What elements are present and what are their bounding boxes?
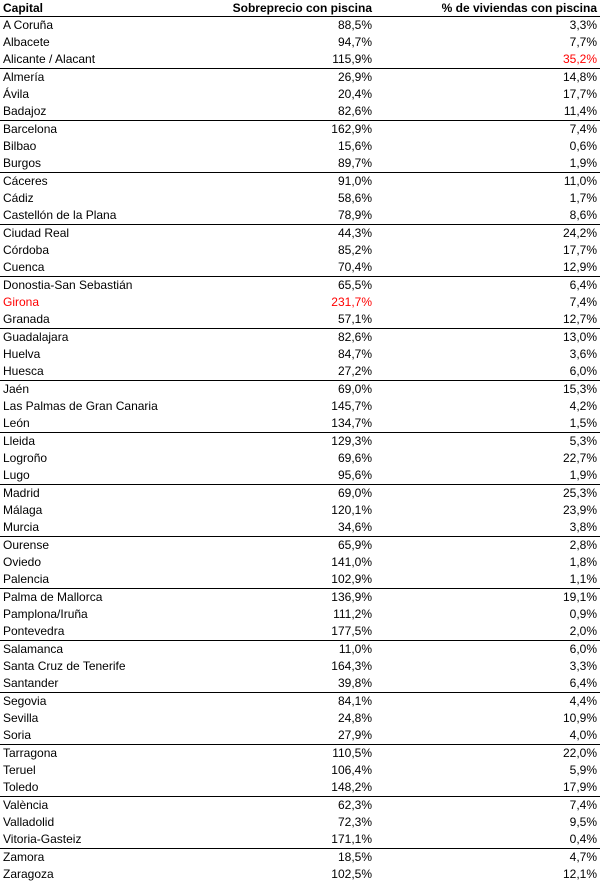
table-row <box>0 294 600 311</box>
cell-capital: Palma de Mallorca <box>0 589 205 607</box>
table-row <box>0 467 600 485</box>
cell-viviendas: 0,9% <box>375 606 600 623</box>
table-row <box>0 242 600 259</box>
cell-sobreprecio: 78,9% <box>205 207 375 225</box>
cell-sobreprecio: 171,1% <box>205 831 375 849</box>
table-row <box>0 589 600 607</box>
cell-capital: Teruel <box>0 762 205 779</box>
cell-capital: Palencia <box>0 571 205 589</box>
table-row <box>0 138 600 155</box>
cell-sobreprecio: 102,9% <box>205 571 375 589</box>
cell-sobreprecio: 110,5% <box>205 745 375 763</box>
cell-sobreprecio: 27,2% <box>205 363 375 381</box>
cell-capital: Cádiz <box>0 190 205 207</box>
cell-viviendas: 5,9% <box>375 762 600 779</box>
cell-capital: Girona <box>0 294 205 311</box>
cell-capital: Salamanca <box>0 641 205 659</box>
cell-viviendas: 1,8% <box>375 554 600 571</box>
cell-capital: Málaga <box>0 502 205 519</box>
cell-sobreprecio: 58,6% <box>205 190 375 207</box>
table-row <box>0 259 600 277</box>
table-row <box>0 849 600 867</box>
table-row <box>0 797 600 815</box>
table-row <box>0 641 600 659</box>
cell-capital: Badajoz <box>0 103 205 121</box>
cell-sobreprecio: 82,6% <box>205 329 375 347</box>
cell-sobreprecio: 84,1% <box>205 693 375 711</box>
cell-viviendas: 4,7% <box>375 849 600 867</box>
table-row <box>0 623 600 641</box>
table-row <box>0 363 600 381</box>
cell-viviendas: 6,0% <box>375 363 600 381</box>
table-row <box>0 381 600 399</box>
table-row <box>0 173 600 191</box>
cell-sobreprecio: 141,0% <box>205 554 375 571</box>
cell-sobreprecio: 106,4% <box>205 762 375 779</box>
cell-sobreprecio: 44,3% <box>205 225 375 243</box>
table-row <box>0 779 600 797</box>
cell-capital: Logroño <box>0 450 205 467</box>
cell-capital: Zamora <box>0 849 205 867</box>
cell-capital: Sevilla <box>0 710 205 727</box>
table-row <box>0 727 600 745</box>
cell-viviendas: 3,3% <box>375 658 600 675</box>
header-sobreprecio: Sobreprecio con piscina <box>205 0 375 17</box>
cell-sobreprecio: 120,1% <box>205 502 375 519</box>
cell-viviendas: 6,4% <box>375 277 600 295</box>
cell-capital: Burgos <box>0 155 205 173</box>
cell-viviendas: 25,3% <box>375 485 600 503</box>
cell-viviendas: 0,6% <box>375 138 600 155</box>
table-row <box>0 311 600 329</box>
cell-sobreprecio: 89,7% <box>205 155 375 173</box>
table-row <box>0 658 600 675</box>
table-row <box>0 69 600 87</box>
table-row <box>0 277 600 295</box>
cell-sobreprecio: 94,7% <box>205 34 375 51</box>
cell-viviendas: 1,1% <box>375 571 600 589</box>
cell-sobreprecio: 111,2% <box>205 606 375 623</box>
cell-viviendas: 4,0% <box>375 727 600 745</box>
header-row <box>0 0 600 17</box>
cell-viviendas: 3,3% <box>375 17 600 35</box>
cell-viviendas: 7,7% <box>375 34 600 51</box>
cell-viviendas: 17,7% <box>375 86 600 103</box>
cell-viviendas: 1,9% <box>375 467 600 485</box>
cell-sobreprecio: 115,9% <box>205 51 375 69</box>
cell-viviendas: 9,5% <box>375 814 600 831</box>
cell-sobreprecio: 231,7% <box>205 294 375 311</box>
cell-viviendas: 15,3% <box>375 381 600 399</box>
table-row <box>0 831 600 849</box>
cell-capital: Lugo <box>0 467 205 485</box>
cell-capital: Pamplona/Iruña <box>0 606 205 623</box>
cell-viviendas: 6,0% <box>375 641 600 659</box>
table-row <box>0 155 600 173</box>
cell-sobreprecio: 84,7% <box>205 346 375 363</box>
cell-capital: Alicante / Alacant <box>0 51 205 69</box>
cell-capital: Valladolid <box>0 814 205 831</box>
cell-sobreprecio: 26,9% <box>205 69 375 87</box>
cell-viviendas: 17,9% <box>375 779 600 797</box>
table-row <box>0 502 600 519</box>
cell-capital: Madrid <box>0 485 205 503</box>
cell-capital: Oviedo <box>0 554 205 571</box>
cell-capital: Tarragona <box>0 745 205 763</box>
table-row <box>0 450 600 467</box>
cell-viviendas: 22,0% <box>375 745 600 763</box>
cell-capital: Zaragoza <box>0 866 205 883</box>
cell-capital: Ciudad Real <box>0 225 205 243</box>
table-row <box>0 329 600 347</box>
table-row <box>0 51 600 69</box>
table-row <box>0 17 600 35</box>
cell-capital: Toledo <box>0 779 205 797</box>
cell-viviendas: 10,9% <box>375 710 600 727</box>
cell-sobreprecio: 177,5% <box>205 623 375 641</box>
cell-viviendas: 5,3% <box>375 433 600 451</box>
cell-capital: Almería <box>0 69 205 87</box>
table-row <box>0 398 600 415</box>
cell-capital: Ourense <box>0 537 205 555</box>
cell-viviendas: 14,8% <box>375 69 600 87</box>
table-row <box>0 34 600 51</box>
cell-viviendas: 2,0% <box>375 623 600 641</box>
table-row <box>0 554 600 571</box>
cell-capital: Pontevedra <box>0 623 205 641</box>
cell-sobreprecio: 65,9% <box>205 537 375 555</box>
table-row <box>0 225 600 243</box>
cell-sobreprecio: 162,9% <box>205 121 375 139</box>
cell-viviendas: 0,4% <box>375 831 600 849</box>
table-row <box>0 606 600 623</box>
cell-sobreprecio: 136,9% <box>205 589 375 607</box>
cell-capital: Guadalajara <box>0 329 205 347</box>
cell-capital: Santa Cruz de Tenerife <box>0 658 205 675</box>
cell-capital: Vitoria-Gasteiz <box>0 831 205 849</box>
cell-viviendas: 22,7% <box>375 450 600 467</box>
cell-capital: Córdoba <box>0 242 205 259</box>
cell-viviendas: 12,9% <box>375 259 600 277</box>
cell-viviendas: 7,4% <box>375 294 600 311</box>
cell-capital: València <box>0 797 205 815</box>
cell-sobreprecio: 69,0% <box>205 381 375 399</box>
cell-viviendas: 17,7% <box>375 242 600 259</box>
cell-viviendas: 11,0% <box>375 173 600 191</box>
table-row <box>0 762 600 779</box>
cell-capital: Granada <box>0 311 205 329</box>
table-header <box>0 0 600 17</box>
cell-capital: Bilbao <box>0 138 205 155</box>
cell-capital: Soria <box>0 727 205 745</box>
cell-viviendas: 3,8% <box>375 519 600 537</box>
cell-capital: Barcelona <box>0 121 205 139</box>
table-row <box>0 710 600 727</box>
cell-sobreprecio: 70,4% <box>205 259 375 277</box>
table-row <box>0 519 600 537</box>
cell-sobreprecio: 39,8% <box>205 675 375 693</box>
table-row <box>0 537 600 555</box>
cell-viviendas: 1,7% <box>375 190 600 207</box>
cell-sobreprecio: 69,6% <box>205 450 375 467</box>
header-capital: Capital <box>0 0 205 17</box>
cell-capital: Castellón de la Plana <box>0 207 205 225</box>
cell-viviendas: 4,4% <box>375 693 600 711</box>
table-row <box>0 415 600 433</box>
table-row <box>0 745 600 763</box>
cell-sobreprecio: 11,0% <box>205 641 375 659</box>
cell-capital: León <box>0 415 205 433</box>
table-body <box>0 17 600 883</box>
cell-capital: Donostia-San Sebastián <box>0 277 205 295</box>
cell-capital: Cuenca <box>0 259 205 277</box>
cell-sobreprecio: 82,6% <box>205 103 375 121</box>
table-row <box>0 86 600 103</box>
table-row <box>0 207 600 225</box>
cell-sobreprecio: 18,5% <box>205 849 375 867</box>
cell-sobreprecio: 95,6% <box>205 467 375 485</box>
table-row <box>0 693 600 711</box>
cell-viviendas: 13,0% <box>375 329 600 347</box>
cell-sobreprecio: 24,8% <box>205 710 375 727</box>
table-row <box>0 433 600 451</box>
cell-sobreprecio: 102,5% <box>205 866 375 883</box>
cell-sobreprecio: 69,0% <box>205 485 375 503</box>
cell-capital: Las Palmas de Gran Canaria <box>0 398 205 415</box>
cell-sobreprecio: 88,5% <box>205 17 375 35</box>
cell-capital: Cáceres <box>0 173 205 191</box>
cell-sobreprecio: 15,6% <box>205 138 375 155</box>
cell-sobreprecio: 164,3% <box>205 658 375 675</box>
table-row <box>0 571 600 589</box>
table-row <box>0 121 600 139</box>
cell-viviendas: 7,4% <box>375 797 600 815</box>
cell-sobreprecio: 20,4% <box>205 86 375 103</box>
cell-viviendas: 19,1% <box>375 589 600 607</box>
cell-viviendas: 6,4% <box>375 675 600 693</box>
cell-viviendas: 11,4% <box>375 103 600 121</box>
cell-capital: Lleida <box>0 433 205 451</box>
cell-sobreprecio: 91,0% <box>205 173 375 191</box>
cell-capital: Ávila <box>0 86 205 103</box>
cell-capital: A Coruña <box>0 17 205 35</box>
cell-viviendas: 23,9% <box>375 502 600 519</box>
cell-viviendas: 12,1% <box>375 866 600 883</box>
cell-viviendas: 1,5% <box>375 415 600 433</box>
cell-sobreprecio: 62,3% <box>205 797 375 815</box>
cell-sobreprecio: 27,9% <box>205 727 375 745</box>
cell-sobreprecio: 148,2% <box>205 779 375 797</box>
cell-sobreprecio: 129,3% <box>205 433 375 451</box>
cell-viviendas: 8,6% <box>375 207 600 225</box>
cell-sobreprecio: 34,6% <box>205 519 375 537</box>
cell-viviendas: 24,2% <box>375 225 600 243</box>
cell-viviendas: 4,2% <box>375 398 600 415</box>
cell-sobreprecio: 145,7% <box>205 398 375 415</box>
cell-viviendas: 1,9% <box>375 155 600 173</box>
cell-sobreprecio: 57,1% <box>205 311 375 329</box>
header-viviendas: % de viviendas con piscina <box>375 0 600 17</box>
cell-viviendas: 12,7% <box>375 311 600 329</box>
table-row <box>0 485 600 503</box>
cell-sobreprecio: 72,3% <box>205 814 375 831</box>
table-row <box>0 190 600 207</box>
cell-capital: Santander <box>0 675 205 693</box>
cell-viviendas: 3,6% <box>375 346 600 363</box>
cell-capital: Jaén <box>0 381 205 399</box>
cell-capital: Segovia <box>0 693 205 711</box>
cell-viviendas: 2,8% <box>375 537 600 555</box>
table-row <box>0 814 600 831</box>
cell-viviendas: 35,2% <box>375 51 600 69</box>
cell-sobreprecio: 85,2% <box>205 242 375 259</box>
cell-viviendas: 7,4% <box>375 121 600 139</box>
table-row <box>0 103 600 121</box>
cell-capital: Huelva <box>0 346 205 363</box>
cell-sobreprecio: 65,5% <box>205 277 375 295</box>
table-row <box>0 346 600 363</box>
cell-sobreprecio: 134,7% <box>205 415 375 433</box>
cell-capital: Albacete <box>0 34 205 51</box>
cell-capital: Murcia <box>0 519 205 537</box>
cell-capital: Huesca <box>0 363 205 381</box>
table-row <box>0 675 600 693</box>
